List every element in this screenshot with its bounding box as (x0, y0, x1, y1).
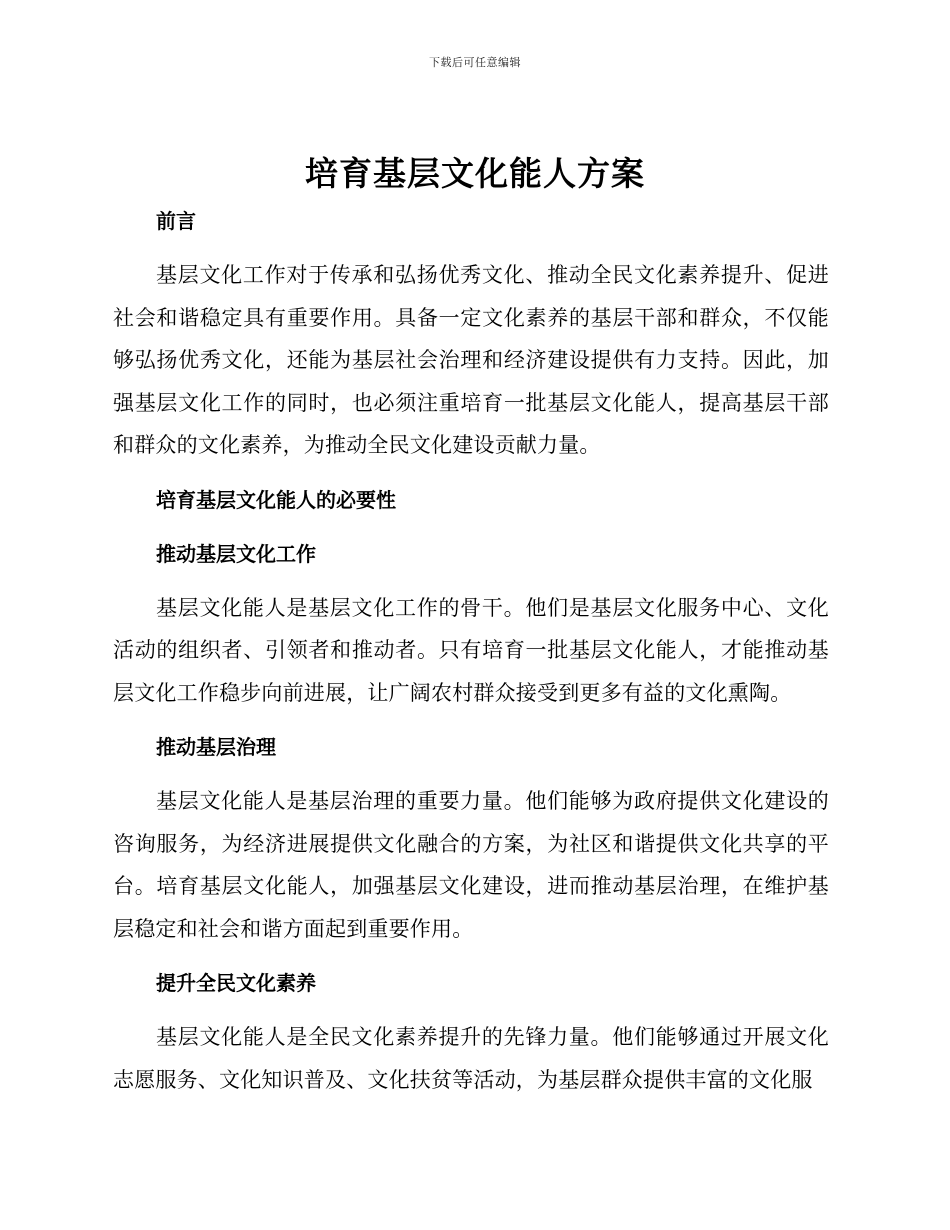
governance-paragraph: 基层文化能人是基层治理的重要力量。他们能够为政府提供文化建设的咨询服务，为经济进展提供文化融合的方案，为社区和谐提供文化共享的平台。培育基层文化能人，加强基层文化建设，进而推动基层治理，在维护基层稳定和社会和谐方面起到重要作用。 (113, 789, 829, 941)
culture-work-paragraph: 基层文化能人是基层文化工作的骨干。他们是基层文化服务中心、文化活动的组织者、引领者和推动者。只有培育一批基层文化能人，才能推动基层文化工作稳步向前进展，让广阔农村群众接受到更多有益的文化熏陶。 (113, 595, 829, 705)
literacy-paragraph: 基层文化能人是全民文化素养提升的先锋力量。他们能够通过开展文化志愿服务、文化知识普及、文化扶贫等活动，为基层群众提供丰富的文化服 (113, 1025, 829, 1092)
header-note: 下载后可任意编辑 (429, 56, 521, 69)
section-heading-necessity: 培育基层文化能人的必要性 (156, 487, 396, 512)
subsection-heading-culture-work: 推动基层文化工作 (156, 541, 316, 566)
subsection-heading-governance: 推动基层治理 (156, 735, 276, 759)
document-body (113, 200, 829, 1101)
section-heading-preface: 前言 (156, 209, 196, 233)
preface-paragraph: 基层文化工作对于传承和弘扬优秀文化、推动全民文化素养提升、促进社会和谐稳定具有重要作用。具备一定文化素养的基层干部和群众，不仅能够弘扬优秀文化，还能为基层社会治理和经济建设提供有力支持。因此，加强基层文化工作的同时，也必须注重培育一批基层文化能人，提高基层干部和群众的文化素养，为推动全民文化建设贡献力量。 (113, 263, 829, 457)
subsection-heading-literacy: 提升全民文化素养 (156, 971, 316, 995)
document-title: 培育基层文化能人方案 (305, 154, 645, 193)
